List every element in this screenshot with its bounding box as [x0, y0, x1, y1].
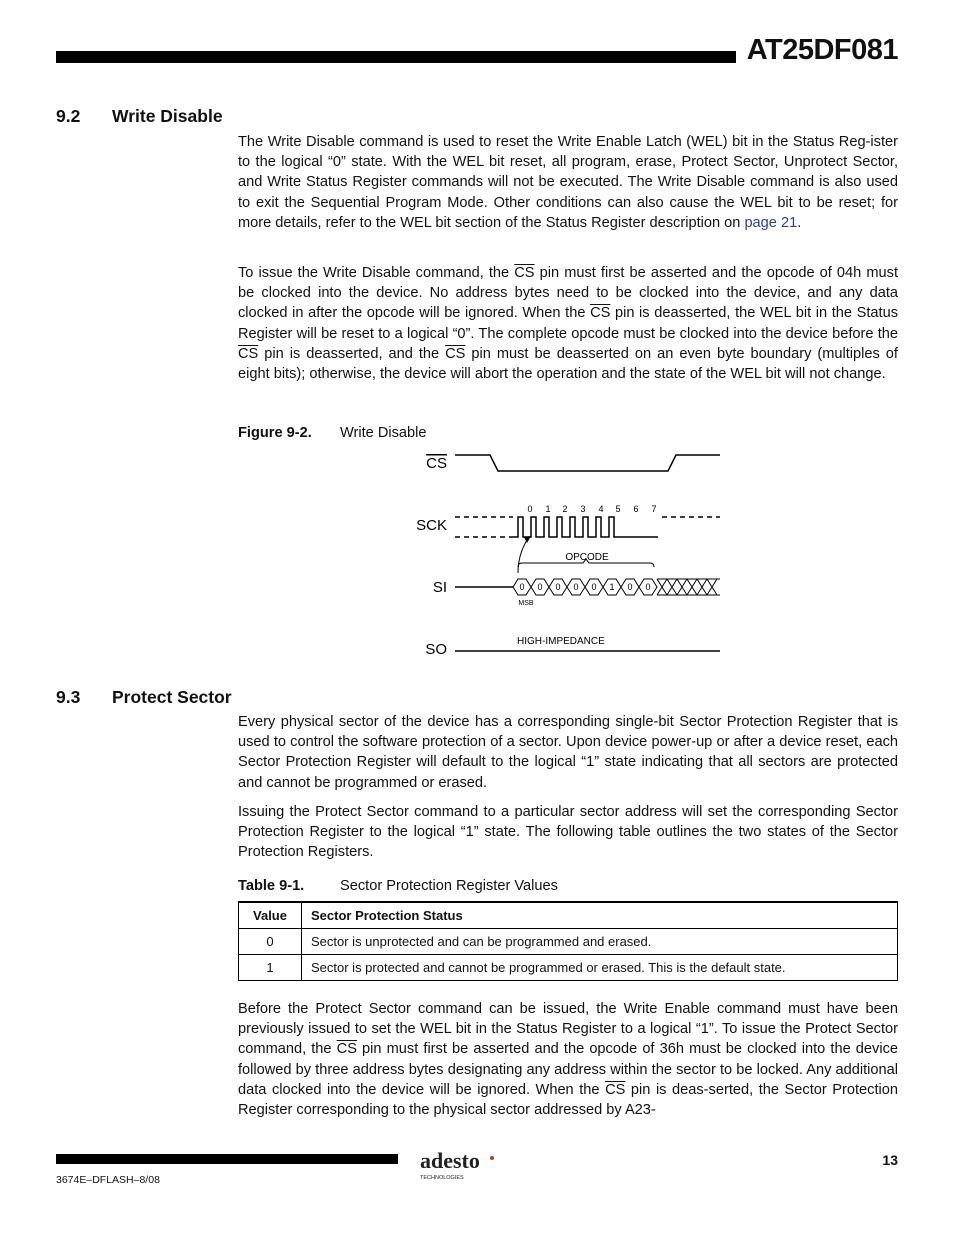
msb-label: MSB [518, 600, 534, 607]
table-title: Sector Protection Register Values [340, 878, 558, 894]
opcode-bit: 0 [591, 582, 597, 592]
section-heading-protect-sector [56, 687, 232, 708]
opcode-bit: 1 [609, 582, 615, 592]
table-cell: Sector is protected and cannot be programmed or erased. This is the default state. [302, 955, 898, 981]
paragraph-text: Before the Protect Sector command can be issued, the Write Enable command must have been previously issued to set the WEL bit in the Status Register to a logical “1”. To issue the Protect Sector command, the [238, 1001, 898, 1058]
clock-number: 2 [562, 504, 568, 514]
cs-signal: $\overline{CS}$ [605, 1081, 626, 1098]
table-row [239, 955, 898, 981]
clock-number: 6 [633, 504, 639, 514]
sector-protection-table [238, 901, 898, 981]
paragraph-text: The Write Disable command is used to reset the Write Enable Latch (WEL) bit in the Status Reg-ister to the logical “0” state. With the WEL bit reset, all program, erase, Protect Sector, Unprotect Sector, and Write Status Register commands will not be executed. The Write Disable command is also used to exit the Sequential Program Mode. Other conditions can also cause the WEL bit to be reset; for more details, refer to the WEL bit section of the Status Register description on [238, 134, 898, 231]
opcode-bit: 0 [555, 582, 561, 592]
svg-text:TECHNOLOGIES: TECHNOLOGIES [420, 1175, 464, 1181]
table-header-row [239, 902, 898, 929]
paragraph-text: To issue the Write Disable command, the [238, 265, 515, 281]
opcode-bit: 0 [573, 582, 579, 592]
paragraph [238, 999, 898, 1120]
cs-signal: $\overline{CS}$ [336, 1041, 357, 1058]
table-row [239, 929, 898, 955]
si-data-cells [513, 579, 720, 595]
column-header: Sector Protection Status [302, 902, 898, 929]
section-number: 9.2 [56, 106, 81, 126]
document-code: 3674E–DFLASH–8/08 [56, 1174, 160, 1186]
cs-waveform [455, 455, 720, 471]
write-disable-timing-diagram [400, 447, 730, 662]
paragraph [238, 263, 898, 384]
document-title: AT25DF081 [746, 34, 898, 66]
table-cell: 0 [239, 929, 302, 955]
paragraph-text: pin must be deasserted on an even byte boundary (multiples of eight bits); otherwise, the device will abort the operation and the state of the WEL bit will not change. [238, 345, 898, 383]
opcode-bit: 0 [519, 582, 525, 592]
opcode-bit: 0 [627, 582, 633, 592]
column-header: Value [239, 902, 302, 929]
table-cell: 1 [239, 955, 302, 981]
cs-signal: $\overline{CS}$ [445, 345, 466, 362]
signal-label-si: SI [432, 579, 447, 596]
paragraph-text: pin must first be asserted and the opcode of 04h must be clocked into the device. No address bytes need to be clocked into the device, and any data clocked in after the opcode will be ignored. When the [238, 265, 898, 322]
svg-text:adesto: adesto [420, 1148, 480, 1173]
clock-number: 5 [615, 504, 621, 514]
page-21-link[interactable]: page 21 [744, 214, 798, 231]
signal-label-sck: SCK [416, 517, 447, 534]
opcode-label: OPCODE [565, 552, 609, 563]
figure-title: Write Disable [340, 425, 427, 441]
clock-number: 1 [545, 504, 551, 514]
sck-waveform [513, 517, 658, 537]
clock-number: 7 [651, 504, 657, 514]
section-heading-write-disable [56, 106, 223, 127]
paragraph [238, 132, 898, 233]
clock-number: 3 [580, 504, 586, 514]
paragraph-text: pin must first be asserted and the opcode of 36h must be clocked into the device followed by three address bytes designating any address within the sector to be locked. Any additional data clocked into the device will be ignored. When the [238, 1041, 898, 1098]
paragraph: Every physical sector of the device has a corresponding single-bit Sector Protection Register that is used to control the software protection of a sector. Upon device power-up or after a device reset, each Sector Protection Register will default to the logical “1” state indicating that all sectors are protected and cannot be programmed or erased. [238, 714, 898, 791]
footer-rule [56, 1154, 398, 1164]
adesto-logo [414, 1146, 510, 1182]
table-label: Table 9-1. [238, 878, 305, 894]
header-rule [56, 51, 736, 63]
signal-label-cs: CS [426, 455, 447, 472]
opcode-bit: 0 [537, 582, 543, 592]
page-number: 13 [882, 1152, 898, 1168]
cs-signal: $\overline{CS}$ [514, 265, 535, 281]
paragraph: Issuing the Protect Sector command to a particular sector address will set the corresponding Sector Protection Register to the logical “1” state. The following table outlines the two states of the Sector Protection Registers. [238, 804, 898, 861]
section-title: Protect Sector [112, 687, 232, 707]
paragraph-text: pin is deasserted, the WEL bit in the Status Register will be reset to a logical “0”. The complete opcode must be clocked into the device before the [238, 305, 898, 342]
opcode-bit: 0 [645, 582, 651, 592]
paragraph-text: pin is deas-serted, the Sector Protection Register corresponding to the physical sector addressed by A23- [238, 1081, 898, 1119]
cs-signal: $\overline{CS}$ [590, 305, 611, 322]
table-cell: Sector is unprotected and can be programmed and erased. [302, 929, 898, 955]
paragraph-text: pin is deasserted, and the [258, 345, 446, 362]
figure-caption [238, 425, 427, 441]
section-title: Write Disable [112, 106, 223, 126]
signal-label-so: SO [425, 641, 447, 658]
clock-number: 0 [527, 504, 533, 514]
figure-label: Figure 9-2. [238, 425, 312, 441]
arrow-head [524, 536, 531, 543]
paragraph-text: . [797, 214, 802, 231]
section-number: 9.3 [56, 687, 81, 707]
clock-edge-arrow [518, 540, 527, 573]
cs-signal: $\overline{CS}$ [238, 345, 259, 362]
table-caption [238, 878, 558, 894]
clock-number: 4 [598, 504, 604, 514]
high-impedance-label: HIGH-IMPEDANCE [517, 636, 605, 647]
